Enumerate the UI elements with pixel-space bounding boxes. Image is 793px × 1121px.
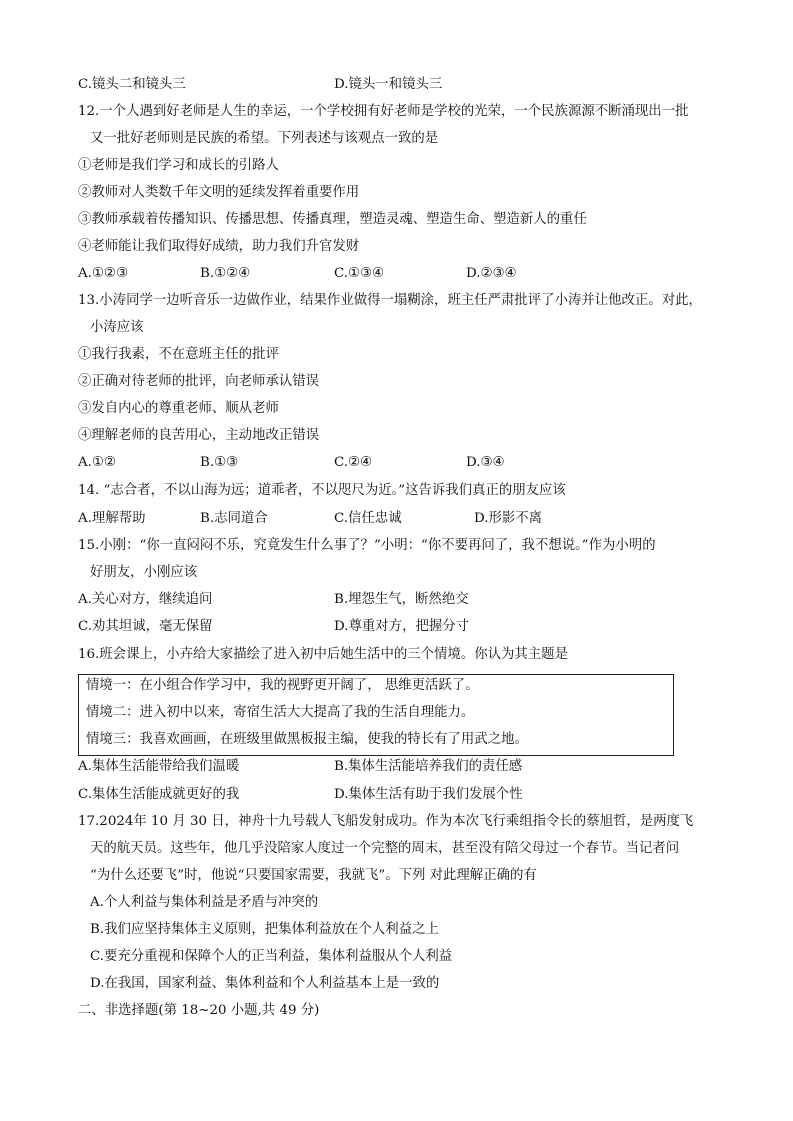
q15-option-c: C.劝其坦诚，毫无保留 <box>78 619 213 634</box>
q16-stem: 16.班会课上，小卉给大家描绘了进入初中后她生活中的三个情境。你认为其主题是 <box>78 647 568 662</box>
q14-option-a: A.理解帮助 <box>78 511 146 526</box>
q13-stem-line-1: 13.小涛同学一边听音乐一边做作业，结果作业做得一塌糊涂，班主任严肃批评了小涛并让他改正。对此， <box>78 293 702 308</box>
q12-item-4: ④老师能让我们取得好成绩，助力我们升官发财 <box>78 239 360 254</box>
q13-item-3: ③发自内心的尊重老师、顺从老师 <box>78 401 279 416</box>
q16-option-d: D.集体生活有助于我们发展个性 <box>334 787 523 802</box>
q12-item-3: ③教师承载着传播知识、传播思想、传播真理，塑造灵魂、塑造生命、塑造新人的重任 <box>78 212 587 227</box>
q12-option-c: C.①③④ <box>334 266 385 281</box>
q13-option-a: A.①② <box>78 455 116 470</box>
q16-scenario-2: 情境二：进入初中以来，寄宿生活大大提高了我的生活自理能力。 <box>86 705 475 720</box>
q13-item-1: ①我行我素，不在意班主任的批评 <box>78 347 279 362</box>
q17-stem-line-2: 天的航天员。这些年，他几乎没陪家人度过一个完整的周末，甚至没有陪父母过一个春节。当记者问 <box>90 841 680 856</box>
q12-option-d: D.②③④ <box>466 266 517 281</box>
q13-stem-line-2: 小涛应该 <box>90 320 144 335</box>
q12-stem-line-1: 12.一个人遇到好老师是人生的幸运，一个学校拥有好老师是学校的光荣，一个民族源源不断涌现出一批 <box>78 104 689 119</box>
q15-option-a: A.关心对方，继续追问 <box>78 592 213 607</box>
q15-stem-line-1: 15.小刚：“你一直闷闷不乐，究竟发生什么事了？”小明：“你不要再问了，我不想说。”作为小明的 <box>78 538 656 553</box>
q13-option-c: C.②④ <box>334 455 373 470</box>
q16-option-a: A.集体生活能带给我们温暖 <box>78 759 240 774</box>
q16-option-c: C.集体生活能成就更好的我 <box>78 787 240 802</box>
q17-option-b: B.我们应坚持集体主义原则，把集体利益放在个人利益之上 <box>90 922 439 937</box>
q11-option-c: C.镜头二和镜头三 <box>78 77 186 92</box>
q15-option-d: D.尊重对方，把握分寸 <box>334 619 470 634</box>
q16-scenario-1: 情境一：在小组合作学习中，我的视野更开阔了， 思维更活跃了。 <box>86 678 479 693</box>
q17-option-a: A.个人利益与集体利益是矛盾与冲突的 <box>90 895 319 910</box>
q12-item-1: ①老师是我们学习和成长的引路人 <box>78 158 279 173</box>
q14-option-b: B.志同道合 <box>200 511 268 526</box>
q17-stem-line-1: 17.2024年 10 月 30 日，神舟十九号载人飞船发射成功。作为本次飞行乘组指令长的蔡旭哲，是两度飞 <box>78 814 694 829</box>
q12-item-2: ②教师对人类数千年文明的延续发挥着重要作用 <box>78 185 360 200</box>
q15-stem-line-2: 好朋友，小刚应该 <box>90 565 198 580</box>
q14-option-d: D.形影不离 <box>474 511 543 526</box>
q13-item-2: ②正确对待老师的批评，向老师承认错误 <box>78 374 320 389</box>
q12-stem-line-2: 又一批好老师则是民族的希望。下列表述与该观点一致的是 <box>90 131 439 146</box>
q17-stem-line-3: “为什么还要飞”时，他说“只要国家需要，我就飞”。下列 对此理解正确的有 <box>90 868 537 883</box>
q13-option-b: B.①③ <box>200 455 239 470</box>
q16-option-b: B.集体生活能培养我们的责任感 <box>334 759 523 774</box>
q11-option-d: D.镜头一和镜头三 <box>334 77 443 92</box>
q17-option-c: C.要充分重视和保障个人的正当利益，集体利益服从个人利益 <box>90 949 453 964</box>
q17-option-d: D.在我国，国家利益、集体利益和个人利益基本上是一致的 <box>90 976 440 991</box>
q16-scenario-3: 情境三：我喜欢画画，在班级里做黑板报主编，使我的特长有了用武之地。 <box>86 732 528 747</box>
q12-option-a: A.①②③ <box>78 266 128 281</box>
q15-option-b: B.埋怨生气，断然绝交 <box>334 592 469 607</box>
q14-option-c: C.信任忠诚 <box>334 511 402 526</box>
section-2-title: 二、非选择题(第 18~20 小题,共 49 分) <box>78 1003 320 1018</box>
q12-option-b: B.①②④ <box>200 266 251 281</box>
q14-stem: 14. “志合者，不以山海为远；道乖者，不以咫尺为近。”这告诉我们真正的朋友应该 <box>78 483 566 498</box>
q13-option-d: D.③④ <box>466 455 505 470</box>
q13-item-4: ④理解老师的良苦用心，主动地改正错误 <box>78 428 320 443</box>
